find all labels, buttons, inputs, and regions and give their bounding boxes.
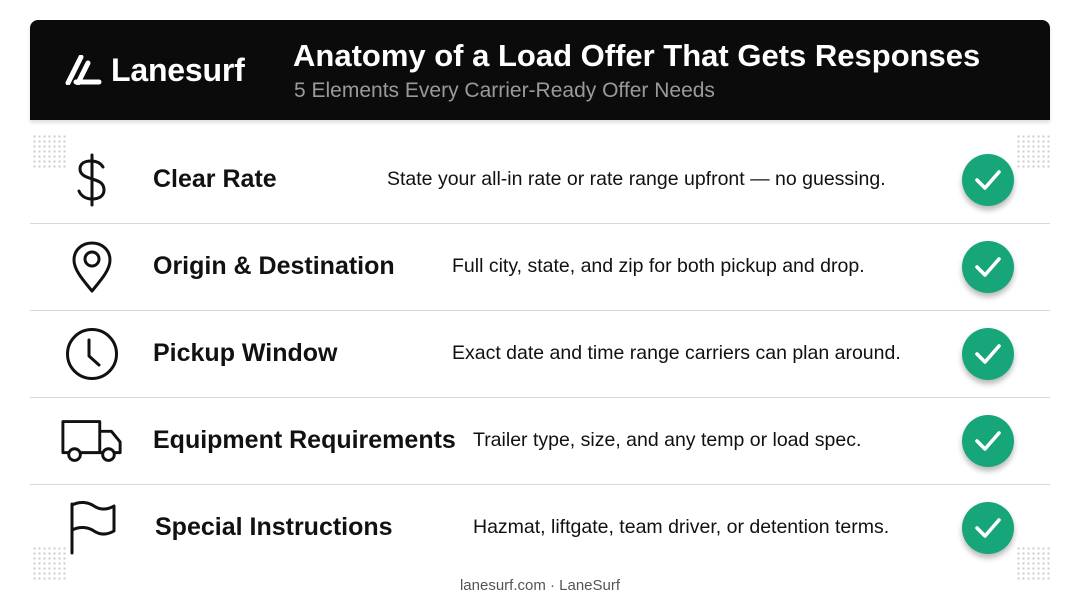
item-description: State your all-in rate or rate range upfront — no guessing. [387, 168, 886, 190]
header-banner [30, 20, 1050, 120]
flag-icon [60, 502, 124, 554]
page-title: Anatomy of a Load Offer That Gets Responses [293, 38, 981, 73]
check-circle-icon [962, 415, 1014, 467]
brand-name: Lanesurf [111, 51, 245, 88]
checklist [30, 137, 1050, 571]
footer-credit: lanesurf.com · LaneSurf [459, 577, 621, 594]
lanesurf-logo-icon [64, 55, 102, 85]
check-circle-icon [962, 328, 1014, 380]
check-circle-icon [962, 241, 1014, 293]
item-description: Trailer type, size, and any temp or load spec. [473, 429, 862, 451]
truck-icon [60, 415, 124, 467]
check-circle-icon [962, 502, 1014, 554]
dollar-sign-icon [60, 154, 124, 206]
list-item [30, 485, 1050, 571]
brand-logo [64, 50, 245, 90]
item-title: Equipment Requirements [153, 426, 456, 454]
item-title: Clear Rate [153, 165, 277, 193]
list-item [30, 137, 1050, 224]
check-circle-icon [962, 154, 1014, 206]
list-item [30, 398, 1050, 485]
item-description: Hazmat, liftgate, team driver, or detention terms. [473, 516, 890, 538]
item-title: Special Instructions [155, 513, 393, 541]
item-description: Full city, state, and zip for both pickup and drop. [452, 255, 865, 277]
list-item [30, 311, 1050, 398]
item-title: Origin & Destination [153, 252, 395, 280]
list-item [30, 224, 1050, 311]
item-description: Exact date and time range carriers can plan around. [452, 342, 901, 364]
item-title: Pickup Window [153, 339, 338, 367]
page-subtitle: 5 Elements Every Carrier-Ready Offer Needs [294, 79, 715, 102]
map-pin-icon [60, 241, 124, 293]
clock-icon [60, 328, 124, 380]
